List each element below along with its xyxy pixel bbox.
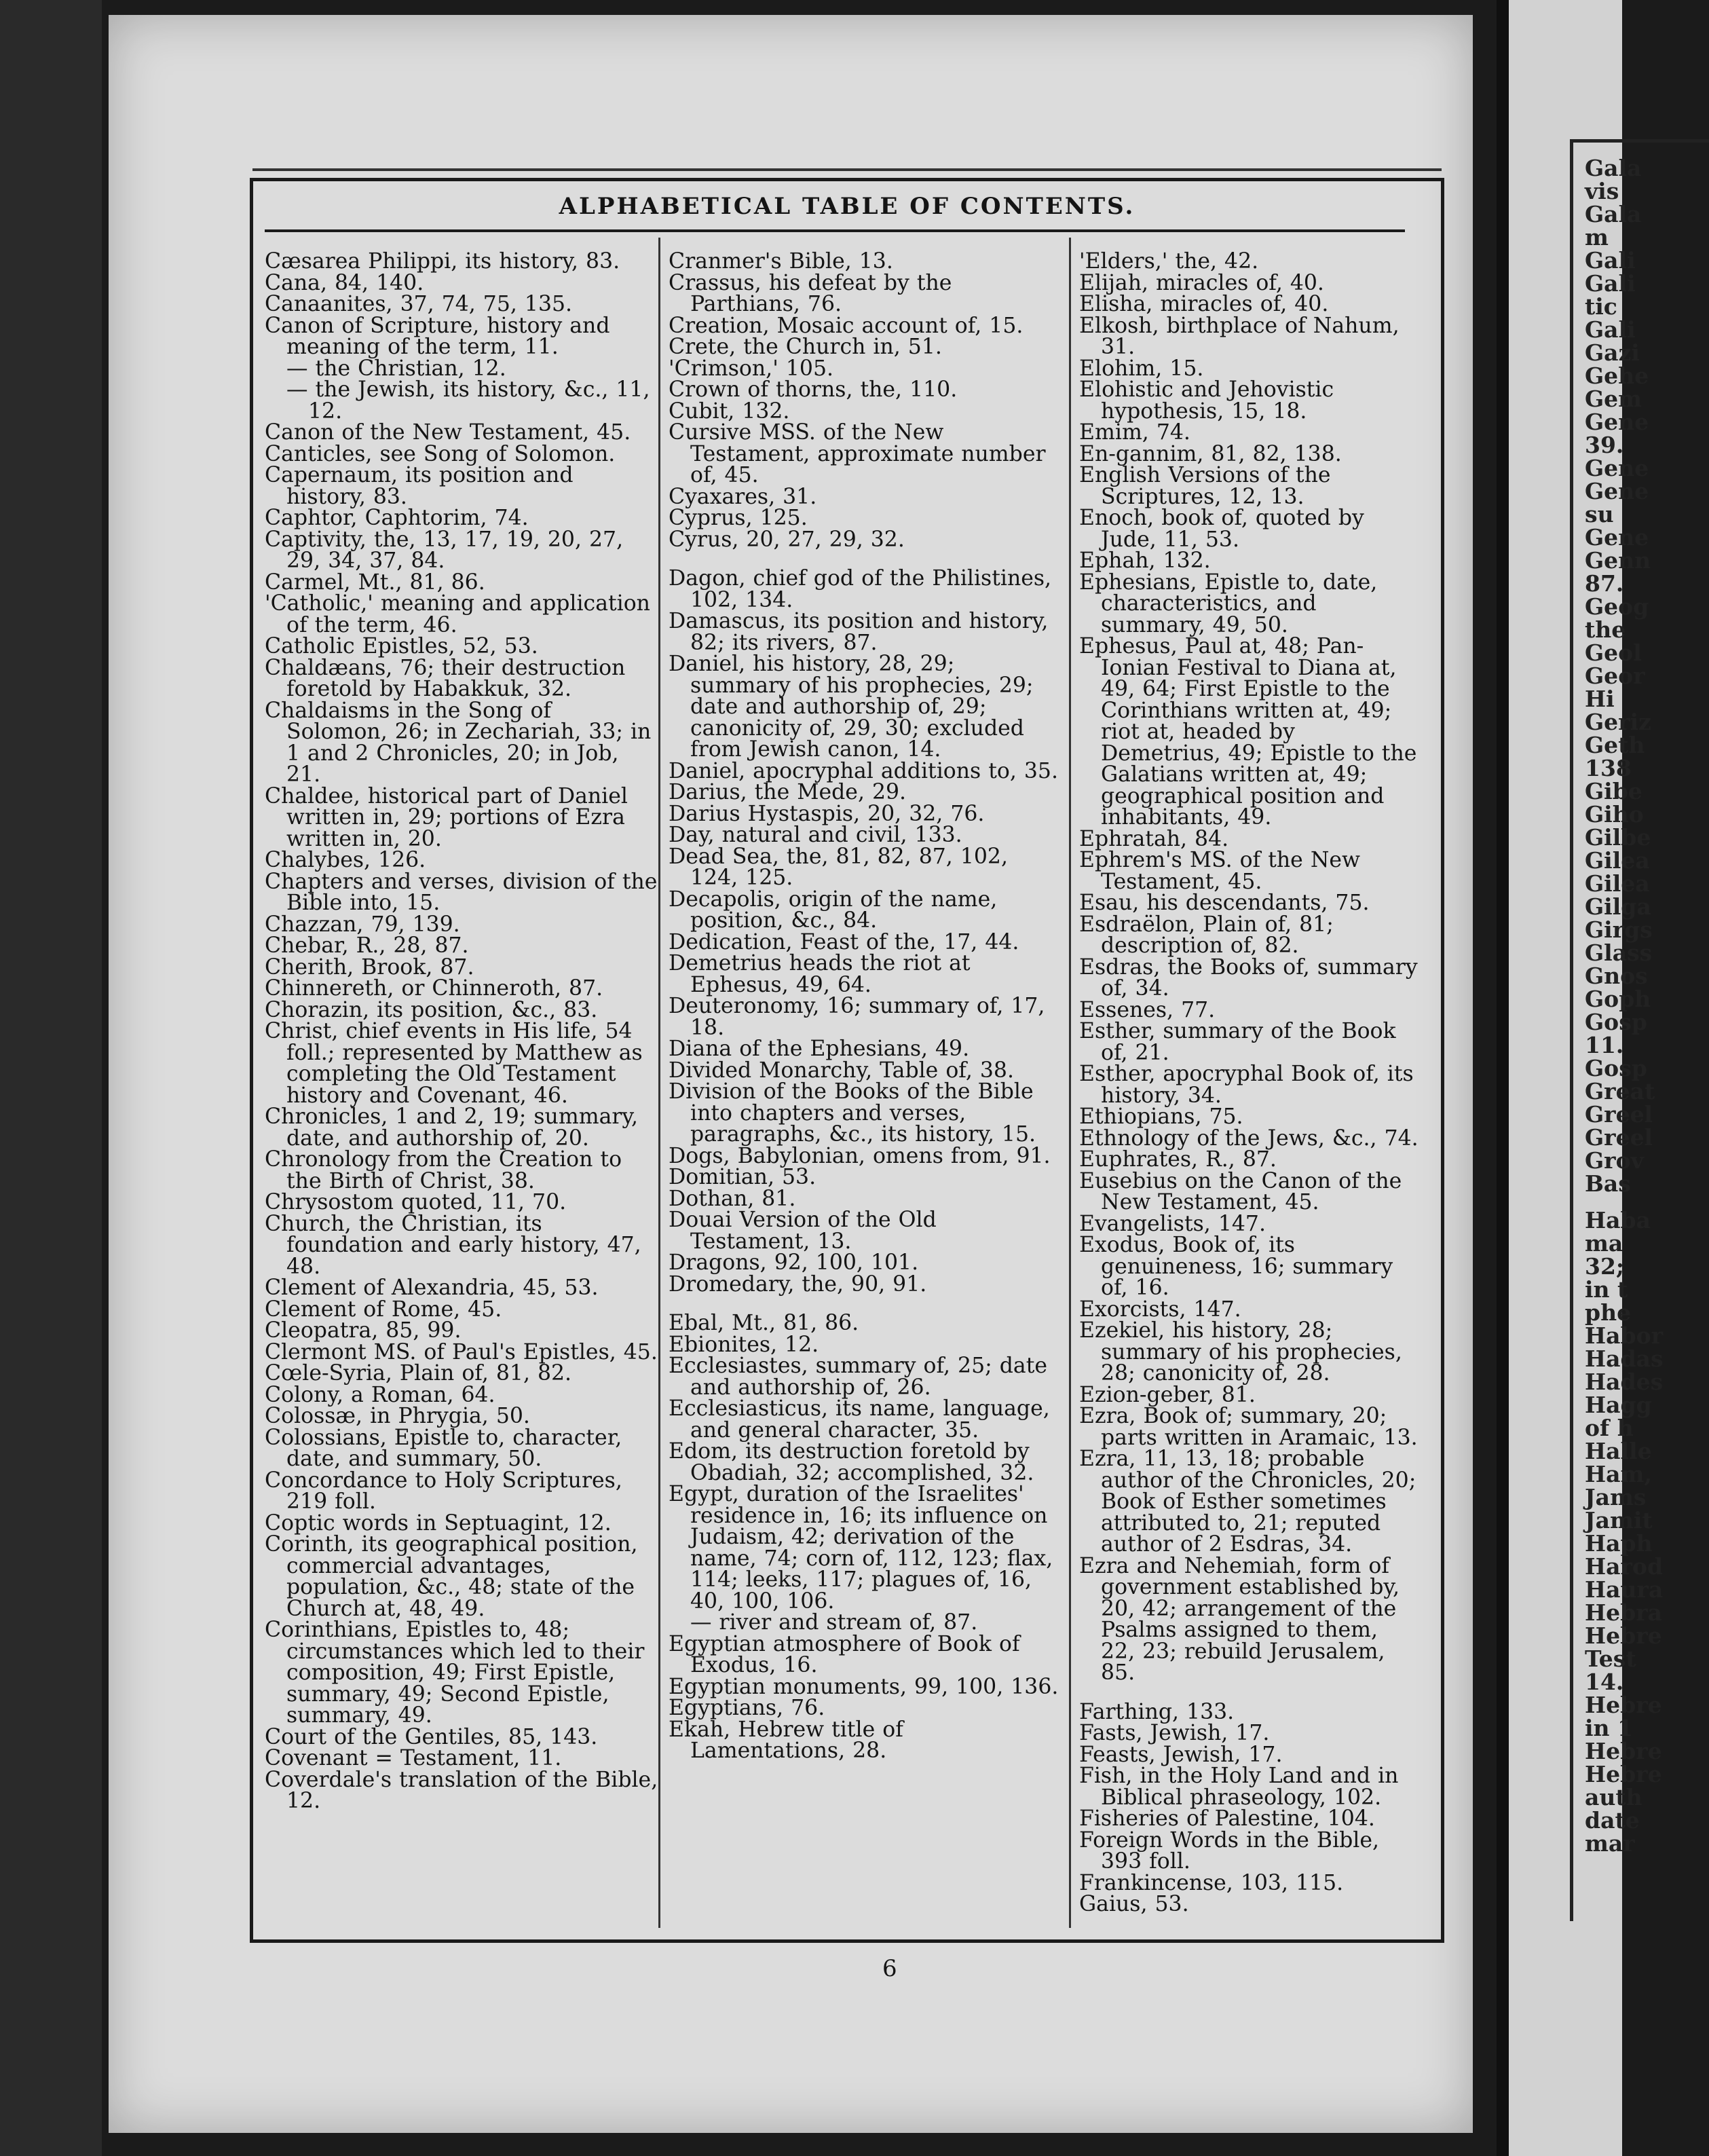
index-entry: Fisheries of Palestine, 104. bbox=[1079, 1806, 1375, 1831]
index-entry: Catholic Epistles, 52, 53. bbox=[265, 634, 538, 658]
index-entry: Dead Sea, the, 81, 82, 87, 102, 124, 125. bbox=[669, 844, 1008, 890]
index-entry: Ephah, 132. bbox=[1079, 549, 1211, 573]
index-entry: Egypt, duration of the Israelites' residence in, 16; its influence on Judaism, 42; derivation of the name, 74; corn of, 112, 123; flax, 114; leeks, 117; plagues of, 16, 40, 100, 106. bbox=[669, 1482, 1053, 1614]
index-entry: 'Elders,' the, 42. bbox=[1079, 249, 1259, 274]
index-entry: Essenes, 77. bbox=[1079, 997, 1216, 1022]
index-entry: Capernaum, its position and history, 83. bbox=[265, 463, 574, 509]
index-entry: English Versions of the Scriptures, 12, 13. bbox=[1079, 463, 1331, 509]
index-entry: Canaanites, 37, 74, 75, 135. bbox=[265, 292, 573, 316]
index-entry: Esau, his descendants, 75. bbox=[1079, 891, 1370, 915]
index-entry: Cherith, Brook, 87. bbox=[265, 954, 474, 980]
index-entry: Cyrus, 20, 27, 29, 32. bbox=[669, 527, 905, 552]
index-entry: Crassus, his defeat by the Parthians, 76. bbox=[669, 270, 952, 316]
index-column-e-g bbox=[1079, 251, 1419, 1916]
index-entry: Dagon, chief god of the Philistines, 102, 134. bbox=[669, 566, 1052, 612]
frame-top-rule bbox=[252, 168, 1442, 171]
index-entry: Crete, the Church in, 51. bbox=[669, 335, 942, 359]
adjacent-page-fragment: Habor bbox=[1585, 1322, 1664, 1349]
adjacent-page-edge bbox=[1497, 0, 1664, 2156]
adjacent-page-fragment: 14. bbox=[1585, 1669, 1624, 1695]
index-entry: Clement of Alexandria, 45, 53. bbox=[265, 1276, 599, 1300]
index-entry: Chalybes, 126. bbox=[265, 848, 426, 872]
index-entry: Canon of Scripture, history and meaning of the term, 11. bbox=[265, 313, 610, 359]
index-entry: Daniel, his history, 28, 29; summary of his prophecies, 29; date and authorship of, 29; canonicity of, 29, 30; excluded from Jewish canon, 14. bbox=[669, 652, 1034, 762]
adjacent-page-fragment: mar bbox=[1585, 1830, 1635, 1857]
index-entry: Dragons, 92, 100, 101. bbox=[669, 1250, 919, 1275]
index-entry: Cana, 84, 140. bbox=[265, 270, 424, 295]
index-entry: Colony, a Roman, 64. bbox=[265, 1382, 495, 1407]
adjacent-page-fragment: vis bbox=[1585, 178, 1619, 204]
adjacent-page-fragment: Bas bbox=[1585, 1170, 1631, 1197]
adjacent-page-fragment: Geth bbox=[1585, 732, 1645, 758]
index-entry: Covenant = Testament, 11. bbox=[265, 1746, 562, 1770]
adjacent-page-fragment: 39. bbox=[1585, 432, 1624, 458]
index-entry: Ethiopians, 75. bbox=[1079, 1104, 1243, 1129]
adjacent-page-fragment: Harod bbox=[1585, 1553, 1664, 1580]
index-entry: Elohistic and Jehovistic hypothesis, 15, 18. bbox=[1079, 377, 1334, 424]
index-entry: Damascus, its position and history, 82; its rivers, 87. bbox=[669, 609, 1049, 655]
column-divider bbox=[658, 238, 660, 1928]
adjacent-page-fragment: Girgs bbox=[1585, 916, 1653, 943]
index-entry: Cæsarea Philippi, its history, 83. bbox=[265, 249, 620, 274]
index-entry: Church, the Christian, its foundation and early history, 47, 48. bbox=[265, 1211, 641, 1279]
index-entry: Cyprus, 125. bbox=[669, 506, 808, 530]
index-entry: Egyptian monuments, 99, 100, 136. bbox=[669, 1674, 1059, 1699]
index-entry: Elijah, miracles of, 40. bbox=[1079, 270, 1324, 295]
adjacent-page-fragment: auth bbox=[1585, 1784, 1642, 1810]
adjacent-page-fragment: in 1 bbox=[1585, 1715, 1633, 1741]
adjacent-page-fragment: Gibe bbox=[1585, 778, 1642, 804]
adjacent-page-fragment: Geol bbox=[1585, 639, 1642, 666]
index-entry: Canticles, see Song of Solomon. bbox=[265, 441, 616, 466]
adjacent-page-fragment: Greel bbox=[1585, 1101, 1653, 1128]
index-entry: — the Jewish, its history, &c., 11, 12. bbox=[286, 377, 650, 424]
adjacent-page-fragment: Glass bbox=[1585, 940, 1653, 966]
index-entry: Chazzan, 79, 139. bbox=[265, 912, 460, 937]
index-entry: Clermont MS. of Paul's Epistles, 45. bbox=[265, 1339, 658, 1364]
adjacent-page-fragment: Gehe bbox=[1585, 363, 1649, 389]
page-heading: ALPHABETICAL TABLE OF CONTENTS. bbox=[559, 193, 1135, 220]
adjacent-page-fragment: Geriz bbox=[1585, 709, 1651, 735]
index-column-c bbox=[265, 251, 658, 1813]
index-entry: Douai Version of the Old Testament, 13. bbox=[669, 1208, 937, 1254]
index-entry: Ezra, Book of; summary, 20; parts written in Aramaic, 13. bbox=[1079, 1404, 1418, 1450]
index-entry: Elohim, 15. bbox=[1079, 356, 1204, 381]
index-entry: Emim, 74. bbox=[1079, 420, 1190, 445]
index-entry: Foreign Words in the Bible, 393 foll. bbox=[1079, 1827, 1380, 1874]
adjacent-page-fragment: Gilea bbox=[1585, 847, 1650, 874]
index-entry: Cranmer's Bible, 13. bbox=[669, 249, 893, 274]
index-entry: Ethnology of the Jews, &c., 74. bbox=[1079, 1126, 1419, 1151]
adjacent-page-fragment: Gene bbox=[1585, 524, 1649, 551]
index-entry: Dromedary, the, 90, 91. bbox=[669, 1271, 927, 1297]
adjacent-page-fragment: Geog bbox=[1585, 593, 1649, 620]
index-entry: Ecclesiasticus, its name, language, and general character, 35. bbox=[669, 1396, 1050, 1443]
adjacent-page-fragment: 138 bbox=[1585, 755, 1632, 781]
adjacent-page-fragment: Haph bbox=[1585, 1530, 1653, 1557]
adjacent-page-fragment: ma bbox=[1585, 1230, 1623, 1257]
adjacent-page-fragment: Grov bbox=[1585, 1147, 1644, 1174]
index-entry: Exorcists, 147. bbox=[1079, 1297, 1241, 1322]
scan-border-left bbox=[0, 0, 102, 2156]
index-entry: Diana of the Ephesians, 49. bbox=[669, 1037, 970, 1061]
adjacent-page-fragment: Gene bbox=[1585, 478, 1649, 504]
index-entry: Decapolis, origin of the name, position, &c., 84. bbox=[669, 887, 998, 933]
adjacent-page-fragment: Haura bbox=[1585, 1576, 1664, 1603]
adjacent-page-fragment: Hagg bbox=[1585, 1392, 1652, 1418]
index-entry: Darius Hystaspis, 20, 32, 76. bbox=[669, 801, 985, 826]
adjacent-page-fragment: Gala bbox=[1585, 201, 1642, 227]
index-entry: Ecclesiastes, summary of, 25; date and authorship of, 26. bbox=[669, 1354, 1047, 1400]
index-entry: Chapters and verses, division of the Bible into, 15. bbox=[265, 869, 658, 915]
index-entry: Fasts, Jewish, 17. bbox=[1079, 1721, 1270, 1745]
index-entry: Daniel, apocryphal additions to, 35. bbox=[669, 758, 1058, 783]
adjacent-page-fragment: Genn bbox=[1585, 547, 1651, 574]
index-entry: Esdras, the Books of, summary of, 34. bbox=[1079, 954, 1418, 1001]
index-entry: Cleopatra, 85, 99. bbox=[265, 1318, 462, 1343]
adjacent-page-fragment: of h bbox=[1585, 1415, 1634, 1441]
index-entry: Court of the Gentiles, 85, 143. bbox=[265, 1724, 598, 1749]
index-entry: Creation, Mosaic account of, 15. bbox=[669, 313, 1023, 338]
index-entry: Egyptians, 76. bbox=[669, 1696, 825, 1720]
index-entry: Chaldaisms in the Song of Solomon, 26; in Zechariah, 33; in 1 and 2 Chronicles, 20; in Job, 21. bbox=[265, 698, 652, 787]
index-entry: Ezra, 11, 13, 18; probable author of the Chronicles, 20; Book of Esther sometimes attributed to, 21; reputed author of 2 Esdras, 34. bbox=[1079, 1447, 1416, 1557]
adjacent-page-fragment: Gali bbox=[1585, 247, 1636, 274]
index-entry: Ephrem's MS. of the New Testament, 45. bbox=[1079, 848, 1360, 894]
column-divider bbox=[1069, 238, 1071, 1928]
adjacent-page-fragment: m bbox=[1585, 224, 1609, 250]
index-entry: Cubit, 132. bbox=[669, 398, 790, 424]
adjacent-page-fragment: Gem bbox=[1585, 386, 1642, 412]
index-entry: Ebal, Mt., 81, 86. bbox=[669, 1311, 859, 1335]
index-entry: Ephesus, Paul at, 48; Pan-Ionian Festival to Diana at, 49, 64; First Epistle to the Corinthians written at, 49; riot at, headed by Demetrius, 49; Epistle to the Galatians written at, 49; geographical position and inhabitants, 49. bbox=[1079, 634, 1417, 830]
index-entry: Dedication, Feast of the, 17, 44. bbox=[669, 929, 1019, 954]
adjacent-page-fragment: Gilbe bbox=[1585, 824, 1651, 851]
adjacent-page-fragment: tic bbox=[1585, 293, 1617, 320]
index-entry: Ekah, Hebrew title of Lamentations, 28. bbox=[669, 1717, 903, 1763]
adjacent-page-fragment: Goph bbox=[1585, 986, 1651, 1012]
adjacent-page-fragment: Hadas bbox=[1585, 1345, 1664, 1372]
index-entry: Darius, the Mede, 29. bbox=[669, 780, 907, 804]
index-entry: Coptic words in Septuagint, 12. bbox=[265, 1510, 612, 1536]
index-entry: Caphtor, Caphtorim, 74. bbox=[265, 506, 529, 530]
adjacent-page-fragment: 32; bbox=[1585, 1253, 1625, 1280]
adjacent-page-fragment: Test bbox=[1585, 1646, 1636, 1672]
adjacent-page-fragment: Ham, bbox=[1585, 1461, 1652, 1487]
index-entry: Elisha, miracles of, 40. bbox=[1079, 292, 1329, 316]
adjacent-page-fragment: Hebre bbox=[1585, 1622, 1662, 1649]
adjacent-page-fragment: 11. bbox=[1585, 1032, 1624, 1058]
adjacent-page-fragment: Gene bbox=[1585, 409, 1649, 435]
adjacent-page-fragment: Halle bbox=[1585, 1438, 1652, 1464]
index-entry: Fish, in the Holy Land and in Biblical phraseology, 102. bbox=[1079, 1764, 1399, 1810]
index-entry: Christ, chief events in His life, 54 foll.; represented by Matthew as completing the Old Testament history and Covenant, 46. bbox=[265, 1019, 643, 1108]
index-entry: Divided Monarchy, Table of, 38. bbox=[669, 1058, 1014, 1083]
index-entry: Clement of Rome, 45. bbox=[265, 1297, 502, 1322]
adjacent-page-fragment: Gali bbox=[1585, 270, 1636, 297]
index-entry: — river and stream of, 87. bbox=[690, 1610, 978, 1635]
adjacent-page-fragment: Hades bbox=[1585, 1369, 1664, 1395]
adjacent-page-fragment: Gene bbox=[1585, 455, 1649, 481]
index-entry: Domitian, 53. bbox=[669, 1165, 816, 1189]
index-entry: Esdraëlon, Plain of, 81; description of, 82. bbox=[1079, 912, 1334, 958]
index-entry: Euphrates, R., 87. bbox=[1079, 1147, 1277, 1172]
adjacent-page-fragment: 87. bbox=[1585, 570, 1624, 597]
adjacent-page-fragment: in t bbox=[1585, 1276, 1628, 1303]
index-entry: Chronology from the Creation to the Birth of Christ, 38. bbox=[265, 1147, 622, 1193]
index-entry: Corinthians, Epistles to, 48; circumstances which led to their composition, 49; First Epistle, summary, 49; Second Epistle, summary, 49. bbox=[265, 1618, 645, 1728]
adjacent-page-fragment: Hi bbox=[1585, 686, 1615, 712]
index-entry: Coverdale's translation of the Bible, 12. bbox=[265, 1767, 658, 1813]
index-entry: Evangelists, 147. bbox=[1079, 1211, 1266, 1236]
index-entry: Crown of thorns, the, 110. bbox=[669, 377, 958, 402]
index-entry: Elkosh, birthplace of Nahum, 31. bbox=[1079, 313, 1400, 359]
index-entry: Cursive MSS. of the New Testament, approximate number of, 45. bbox=[669, 420, 1046, 487]
index-entry: Ezra and Nehemiah, form of government established by, 20, 42; arrangement of the Psalms assigned to them, 22, 23; rebuild Jerusalem, 85. bbox=[1079, 1553, 1400, 1685]
adjacent-page-fragment: Greel bbox=[1585, 1124, 1653, 1151]
adjacent-page-fragment: Haba bbox=[1585, 1207, 1651, 1233]
adjacent-page-fragment: Giho bbox=[1585, 801, 1644, 828]
adjacent-page-fragment: Gala bbox=[1585, 155, 1642, 181]
adjacent-page-fragment: Hebre bbox=[1585, 1761, 1662, 1787]
index-entry: Canon of the New Testament, 45. bbox=[265, 420, 631, 445]
adjacent-page-fragment: Gali bbox=[1585, 316, 1636, 343]
index-entry: Demetrius heads the riot at Ephesus, 49, 64. bbox=[669, 951, 971, 997]
index-entry: Day, natural and civil, 133. bbox=[669, 823, 962, 847]
index-entry: Eusebius on the Canon of the New Testament, 45. bbox=[1079, 1168, 1402, 1214]
index-entry: Corinth, its geographical position, commercial advantages, population, &c., 48; state of the Church at, 48, 49. bbox=[265, 1532, 638, 1621]
adjacent-page-fragment: Hebre bbox=[1585, 1738, 1662, 1764]
index-entry: Exodus, Book of, its genuineness, 16; summary of, 16. bbox=[1079, 1233, 1393, 1300]
index-entry: Egyptian atmosphere of Book of Exodus, 16. bbox=[669, 1631, 1020, 1677]
index-entry: Chrysostom quoted, 11, 70. bbox=[265, 1190, 567, 1214]
adjacent-page-fragment: phe bbox=[1585, 1299, 1632, 1326]
adjacent-page-fragment: date bbox=[1585, 1807, 1640, 1834]
index-entry: Carmel, Mt., 81, 86. bbox=[265, 570, 485, 595]
adjacent-page-fragment: Jams bbox=[1585, 1484, 1647, 1510]
adjacent-page-fragment: Hebra bbox=[1585, 1599, 1663, 1626]
index-entry: Gaius, 53. bbox=[1079, 1892, 1189, 1916]
index-entry: Chebar, R., 28, 87. bbox=[265, 933, 469, 958]
index-entry: Chinnereth, or Chinneroth, 87. bbox=[265, 976, 603, 1001]
index-entry: Deuteronomy, 16; summary of, 17, 18. bbox=[669, 994, 1045, 1040]
index-entry: Concordance to Holy Scriptures, 219 foll. bbox=[265, 1468, 622, 1514]
index-entry: Ephesians, Epistle to, date, characteristics, and summary, 49, 50. bbox=[1079, 570, 1378, 637]
adjacent-page-fragment: the bbox=[1585, 616, 1626, 643]
adjacent-page-fragment: Gilea bbox=[1585, 870, 1650, 897]
index-column-d-e bbox=[669, 251, 1062, 1762]
index-entry: Ebionites, 12. bbox=[669, 1332, 819, 1357]
index-entry: Division of the Books of the Bible into chapters and verses, paragraphs, &c., its history, 15. bbox=[669, 1079, 1036, 1147]
adjacent-page-fragment: su bbox=[1585, 501, 1614, 527]
letter-group-gap bbox=[1079, 1684, 1419, 1702]
index-entry: Chorazin, its position, &c., 83. bbox=[265, 997, 598, 1022]
index-entry: 'Crimson,' 105. bbox=[669, 356, 834, 381]
adjacent-page-fragment: Gnos bbox=[1585, 963, 1648, 989]
index-entry: Cyaxares, 31. bbox=[669, 484, 817, 509]
index-entry: Farthing, 133. bbox=[1079, 1699, 1235, 1724]
index-entry: Cœle-Syria, Plain of, 81, 82. bbox=[265, 1361, 572, 1386]
adjacent-page-fragment: Hebre bbox=[1585, 1692, 1662, 1718]
adjacent-page-fragment: Great bbox=[1585, 1078, 1655, 1104]
index-entry: Esther, summary of the Book of, 21. bbox=[1079, 1019, 1396, 1065]
index-entry: Chaldæans, 76; their destruction foretold by Habakkuk, 32. bbox=[265, 655, 626, 701]
index-entry: Colossians, Epistle to, character, date, and summary, 50. bbox=[265, 1425, 622, 1471]
index-entry: Dothan, 81. bbox=[669, 1186, 796, 1211]
page-number: 6 bbox=[882, 1955, 897, 1982]
adjacent-page-fragment: Geor bbox=[1585, 663, 1645, 689]
index-entry: 'Catholic,' meaning and application of the term, 46. bbox=[265, 591, 650, 637]
index-entry: Chaldee, historical part of Daniel written in, 29; portions of Ezra written in, 20. bbox=[265, 783, 628, 851]
adjacent-page-fragment: Jamit bbox=[1585, 1507, 1653, 1534]
heading-rule bbox=[265, 229, 1405, 232]
index-entry: Esther, apocryphal Book of, its history, 34. bbox=[1079, 1062, 1414, 1108]
index-entry: Edom, its destruction foretold by Obadiah, 32; accomplished, 32. bbox=[669, 1439, 1034, 1485]
adjacent-page-fragment: Gosp bbox=[1585, 1009, 1647, 1035]
adjacent-page-fragment: Gosp bbox=[1585, 1055, 1647, 1081]
index-entry: — the Christian, 12. bbox=[286, 356, 506, 381]
index-entry: Chronicles, 1 and 2, 19; summary, date, and authorship of, 20. bbox=[265, 1104, 639, 1151]
index-entry: Ezion-geber, 81. bbox=[1079, 1382, 1256, 1407]
adjacent-page-fragment: Gilga bbox=[1585, 893, 1651, 920]
index-entry: Ezekiel, his history, 28; summary of his prophecies, 28; canonicity of, 28. bbox=[1079, 1318, 1402, 1386]
index-entry: Enoch, book of, quoted by Jude, 11, 53. bbox=[1079, 506, 1364, 552]
index-entry: Dogs, Babylonian, omens from, 91. bbox=[669, 1143, 1051, 1168]
index-entry: En-gannim, 81, 82, 138. bbox=[1079, 441, 1342, 466]
index-entry: Colossæ, in Phrygia, 50. bbox=[265, 1404, 530, 1428]
index-entry: Captivity, the, 13, 17, 19, 20, 27, 29, 34, 37, 84. bbox=[265, 527, 624, 573]
adjacent-page-fragment: Gazi bbox=[1585, 339, 1640, 366]
index-entry: Ephratah, 84. bbox=[1079, 826, 1229, 851]
index-entry: Frankincense, 103, 115. bbox=[1079, 1870, 1344, 1895]
index-entry: Feasts, Jewish, 17. bbox=[1079, 1742, 1283, 1767]
